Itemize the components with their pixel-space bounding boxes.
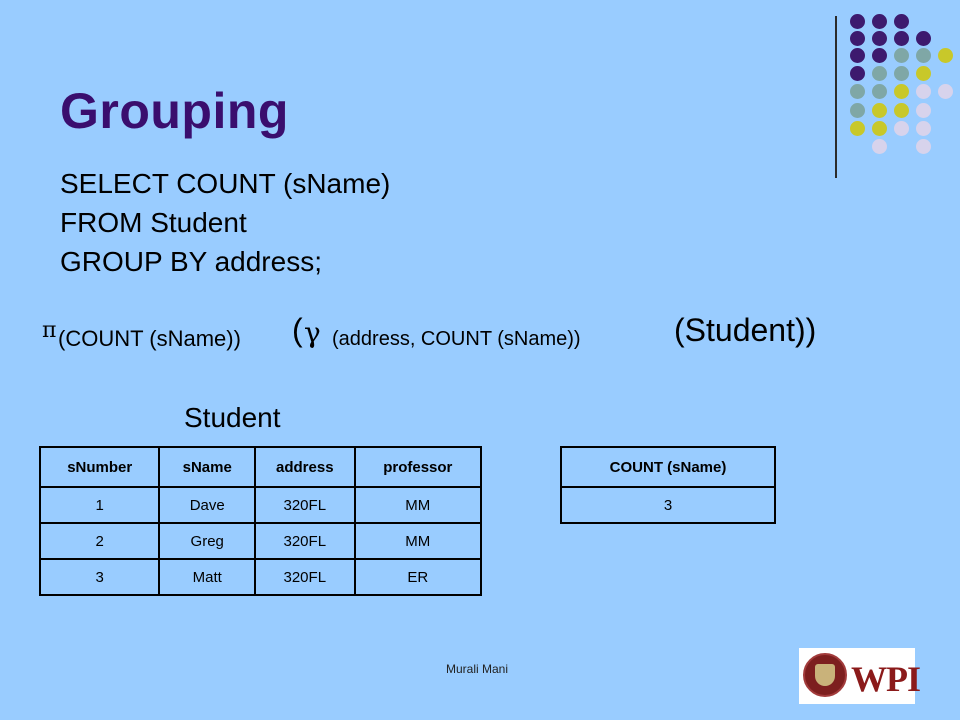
table-row bbox=[40, 487, 481, 523]
decorative-dot bbox=[872, 48, 887, 63]
relation-operand: (Student)) bbox=[674, 312, 817, 348]
footer-author: Murali Mani bbox=[446, 662, 509, 676]
decorative-dot bbox=[872, 31, 887, 46]
decorative-dot bbox=[894, 31, 909, 46]
decorative-divider-line bbox=[835, 16, 837, 178]
decorative-dot bbox=[894, 48, 909, 63]
decorative-dot bbox=[894, 84, 909, 99]
decorative-dot bbox=[872, 66, 887, 81]
table-cell: MM bbox=[355, 487, 481, 523]
slide-title: Grouping bbox=[60, 83, 289, 139]
grouping-subscript: (address, COUNT (sName)) bbox=[332, 328, 581, 350]
decorative-dot bbox=[894, 103, 909, 118]
table-row bbox=[40, 559, 481, 595]
decorative-dot bbox=[916, 103, 931, 118]
column-header-sname: sName bbox=[159, 447, 255, 487]
table-cell: 320FL bbox=[255, 487, 355, 523]
open-parenthesis: ( bbox=[292, 312, 303, 348]
decorative-dot bbox=[894, 66, 909, 81]
table-cell: Dave bbox=[159, 487, 255, 523]
table-cell: 3 bbox=[40, 559, 159, 595]
table-cell: 320FL bbox=[255, 559, 355, 595]
wpi-logo bbox=[799, 648, 920, 704]
decorative-dot bbox=[916, 84, 931, 99]
sql-line-from: FROM Student bbox=[60, 207, 247, 238]
table-header-row bbox=[561, 447, 775, 487]
column-header-professor: professor bbox=[355, 447, 481, 487]
decorative-dot bbox=[916, 139, 931, 154]
table-cell: 3 bbox=[561, 487, 775, 523]
decorative-dot bbox=[850, 48, 865, 63]
sql-line-groupby: GROUP BY address; bbox=[60, 246, 322, 277]
table-row bbox=[561, 487, 775, 523]
decorative-dot bbox=[850, 14, 865, 29]
student-table-caption: Student bbox=[184, 402, 281, 433]
projection-symbol: π bbox=[42, 318, 57, 343]
decorative-dot bbox=[916, 31, 931, 46]
table-header-row bbox=[40, 447, 481, 487]
decorative-dot bbox=[916, 48, 931, 63]
decorative-dot bbox=[916, 121, 931, 136]
projection-subscript: (COUNT (sName)) bbox=[58, 326, 241, 351]
decorative-dot bbox=[850, 66, 865, 81]
table-cell: 320FL bbox=[255, 523, 355, 559]
decorative-dot bbox=[872, 121, 887, 136]
decorative-dot bbox=[872, 103, 887, 118]
table-cell: ER bbox=[355, 559, 481, 595]
wpi-seal-icon bbox=[803, 653, 847, 697]
table-cell: 2 bbox=[40, 523, 159, 559]
decorative-dot bbox=[916, 66, 931, 81]
table-cell: MM bbox=[355, 523, 481, 559]
table-cell: 1 bbox=[40, 487, 159, 523]
decorative-dot bbox=[872, 84, 887, 99]
decorative-dot bbox=[872, 14, 887, 29]
decorative-dot bbox=[938, 48, 953, 63]
column-header-count-sname: COUNT (sName) bbox=[561, 447, 775, 487]
decorative-dot bbox=[850, 84, 865, 99]
table-row bbox=[40, 523, 481, 559]
grouping-symbol: γ bbox=[304, 316, 321, 349]
decorative-dot bbox=[872, 139, 887, 154]
table-cell: Greg bbox=[159, 523, 255, 559]
wpi-logo-text: WPI bbox=[851, 659, 920, 699]
decorative-dot bbox=[894, 121, 909, 136]
table-cell: Matt bbox=[159, 559, 255, 595]
decorative-dot bbox=[850, 121, 865, 136]
column-header-address: address bbox=[255, 447, 355, 487]
result-table bbox=[560, 446, 776, 524]
student-table bbox=[39, 446, 482, 596]
decorative-dot bbox=[850, 103, 865, 118]
decorative-dot bbox=[938, 84, 953, 99]
sql-line-select: SELECT COUNT (sName) bbox=[60, 168, 391, 199]
decorative-dot bbox=[850, 31, 865, 46]
column-header-snumber: sNumber bbox=[40, 447, 159, 487]
decorative-dot bbox=[894, 14, 909, 29]
